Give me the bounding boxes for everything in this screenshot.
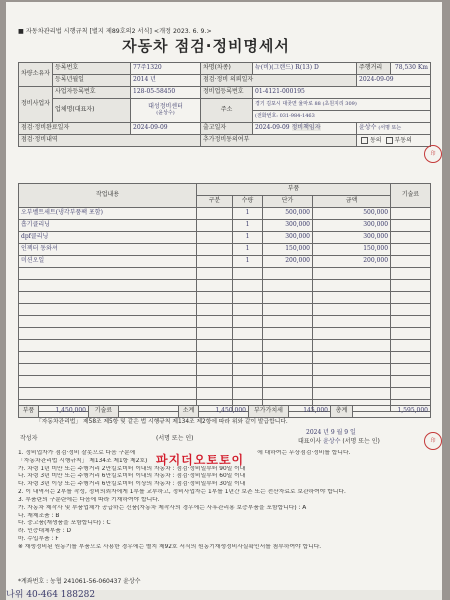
rep-sign: (서명 또는 인) [342, 438, 380, 445]
row-amount: 300,000 [313, 232, 391, 244]
consent-cell [357, 135, 431, 147]
row-amount: 500,000 [313, 208, 391, 220]
row-unit: 200,000 [263, 256, 313, 268]
vat: 145,000 [289, 406, 331, 418]
resp-cell [253, 123, 357, 135]
owner-group-label: 차량소유자 [19, 63, 53, 87]
done-date: 2024-09-09 [131, 123, 201, 135]
parts-col-head: 부품 [197, 184, 391, 196]
mileage-label: 주행거리 [357, 63, 391, 75]
note-line: 3. 부품란의 구분란에는 다음에 따라 기재하여야 합니다. [18, 496, 160, 503]
note-line: 나. 차령 3년 미만 또는 주행거리 6만킬로미터 이내의 자동차 : 점검·정비일부터 60일 이내 [18, 473, 246, 480]
parts-total-label: 부품 [19, 406, 39, 418]
resp-label: 정비책임자 [291, 124, 321, 132]
company-label: 업체명(대표자) [53, 99, 131, 123]
address: 경기 김포시 대곶면 율마로 88 (초원지리 309) [253, 99, 431, 111]
row-unit: 300,000 [263, 232, 313, 244]
resp-sign-label: (서명 또는 [378, 125, 402, 132]
row-qty: 1 [233, 244, 263, 256]
phone: 031-984-1463 [279, 112, 315, 119]
document-page [6, 2, 442, 600]
out-date-label: 출고일자 [201, 123, 253, 135]
reg-no-label: 등록번호 [53, 63, 131, 75]
req-date: 2024-09-09 [357, 75, 431, 87]
row-name: 흡기클리닝 [19, 220, 197, 232]
note-line: 가. 자동차 제작사 및 부품업체가 공급하는 신품(자동차 제작사의 경우에는 사후관리용 보증부품을 포함합니다) : A [18, 504, 307, 511]
row-qty: 1 [233, 208, 263, 220]
parts-total: 1,450,000 [39, 406, 89, 418]
empty-row [19, 304, 431, 316]
empty-row [19, 280, 431, 292]
empty-row [19, 316, 431, 328]
row-amount: 200,000 [313, 256, 391, 268]
empty-row [19, 292, 431, 304]
row-unit: 150,000 [263, 244, 313, 256]
note-tail: 에 대하여는 무상점검·정비를 합니다. [257, 450, 351, 456]
bottom-handwritten-note: 나위 40-464 188282 [6, 590, 442, 600]
info-table [18, 62, 431, 147]
reg-no: 77주1320 [131, 63, 201, 75]
empty-row [19, 376, 431, 388]
note-line: 나. 재제조품 : B [18, 512, 60, 519]
maint-reg: 01-4121-000195 [253, 87, 431, 99]
car-name: 뉴(비)(그랜드) R(13) D [253, 63, 357, 75]
phone-cell [253, 111, 431, 123]
row-unit: 300,000 [263, 220, 313, 232]
phone-label: (전화번호: [255, 112, 278, 119]
note-line: ※ 재생정비된 원동기를 부품으로 사용한 경우에는 별지 제92호 서식의 원동기재생정비사실확인서를 첨부하여야 합니다. [18, 543, 322, 550]
writer-label: 작성자 [20, 435, 38, 442]
table-row [19, 244, 431, 256]
items-head-label: 점검·정비내역 [19, 135, 201, 147]
reg-year-label: 등록년월일 [53, 75, 131, 87]
subtotal-label: 소계 [179, 406, 199, 418]
row-name: 인젝터 동와셔 [19, 244, 197, 256]
row-amount: 300,000 [313, 220, 391, 232]
note-line: 마. 수입부품 : F [18, 535, 59, 542]
items-table [18, 183, 431, 412]
table-row [19, 208, 431, 220]
maint-reg-label: 정비업등록번호 [201, 87, 253, 99]
company-name: 대성정비센터 [148, 103, 183, 111]
resp-sign-cell [357, 123, 431, 135]
rep-name: 윤상수 [323, 438, 341, 445]
form-header: ■ 자동차관리법 시행규칙 [별지 제89호의2 서식] <개정 2023. 6. 9.> [18, 28, 212, 35]
note-line: 다. 중고품(재생품을 포함합니다) : C [18, 520, 111, 527]
company-rep: (윤상수) [156, 110, 175, 117]
agree-checkbox[interactable] [361, 137, 368, 144]
law-text: 「자동차관리법」 제58조 제5항 및 같은 법 시행규칙 제134조 제2항에 따라 위와 같이 발급합니다. [36, 419, 288, 425]
disagree-label: 부동의 [394, 136, 412, 144]
reg-year: 2014 년 [131, 75, 201, 87]
resp-name: 윤상수 [359, 124, 377, 132]
extra-label: 추가정비동의여부 [201, 135, 357, 147]
car-name-label: 차명(차종) [201, 63, 253, 75]
totals-table [18, 405, 431, 418]
col-type: 구분 [197, 196, 233, 208]
writer-sign: (서명 또는 인) [156, 435, 194, 442]
done-date-label: 점검·정비완료일자 [19, 123, 131, 135]
vat-label: 부가가치세 [249, 406, 289, 418]
work-col-head: 작업내용 [19, 184, 197, 208]
tech-total-label: 기술료 [89, 406, 119, 418]
row-name: 오부벨트세트(냉각부품팩 포함) [19, 208, 197, 220]
addr-label: 주소 [201, 99, 253, 123]
col-unit: 단가 [263, 196, 313, 208]
disagree-checkbox[interactable] [386, 137, 393, 144]
note-line: 가. 차령 1년 미만 또는 주행거리 2만킬로미터 이내의 자동차 : 점검·정비일부터 90일 이내 [18, 465, 246, 472]
biz-no-label: 사업자등록번호 [53, 87, 131, 99]
seal-stamp: 印 [424, 145, 442, 163]
table-row [19, 220, 431, 232]
out-date: 2024-09-09 [255, 124, 290, 132]
bank-account-line: *계좌번호 : 농협 241061-56-060437 윤상수 [18, 578, 141, 585]
note-line: 「자동차관리법 시행규칙」 제134조 제1항 제2호) [18, 457, 148, 464]
note-line: 1. 정비업자가 점검·정비 잘못으로 다음 구분에 에 대하여는 무상점검·정비를 합니다. [18, 450, 351, 456]
note-line: 다. 차령 3년 이상 또는 주행거리 6만킬로미터 이상의 자동차 : 점검·정비일부터 30일 이내 [18, 481, 246, 488]
row-name: 미션오일 [19, 256, 197, 268]
row-unit: 500,000 [263, 208, 313, 220]
company-cell [131, 99, 201, 123]
table-row [19, 232, 431, 244]
total: 1,595,000 [353, 406, 431, 418]
rep-line [298, 439, 380, 446]
total-label: 총계 [331, 406, 353, 418]
note-line: 라. 인증대체부품 : D [18, 528, 71, 535]
issue-date: 2024 년 9 월 9 일 [306, 429, 356, 436]
empty-row [19, 364, 431, 376]
req-date-label: 점검·정비 의뢰일자 [201, 75, 357, 87]
row-qty: 1 [233, 256, 263, 268]
maintainer-group-label: 정비사업자 [19, 87, 53, 123]
mileage: 78,530 Km [391, 63, 431, 75]
row-qty: 1 [233, 232, 263, 244]
document-title: 자동차 점검·정비명세서 [122, 37, 290, 55]
rep-label: 대표이사 [298, 438, 322, 445]
empty-row [19, 340, 431, 352]
subtotal: 1,450,000 [199, 406, 249, 418]
col-amount: 금액 [313, 196, 391, 208]
row-amount: 150,000 [313, 244, 391, 256]
empty-row [19, 388, 431, 400]
row-qty: 1 [233, 220, 263, 232]
seal-stamp: 印 [424, 432, 442, 450]
empty-row [19, 352, 431, 364]
tech-col-head: 기술료 [391, 184, 431, 208]
row-name: dpf클리닝 [19, 232, 197, 244]
empty-row [19, 328, 431, 340]
handwritten-shop-name: 파지더오토토이 [156, 453, 245, 467]
empty-row [19, 268, 431, 280]
biz-no: 128-05-58450 [131, 87, 201, 99]
agree-label: 동의 [370, 136, 382, 144]
col-qty: 수량 [233, 196, 263, 208]
table-row [19, 256, 431, 268]
note-line: 2. 이 내역서는 2부를 작성, 정비의뢰자에게 1부를 교부하고, 정비사업자는 1부를 1년간 보존 또는 전산자료로 보관하여야 합니다. [18, 489, 346, 496]
